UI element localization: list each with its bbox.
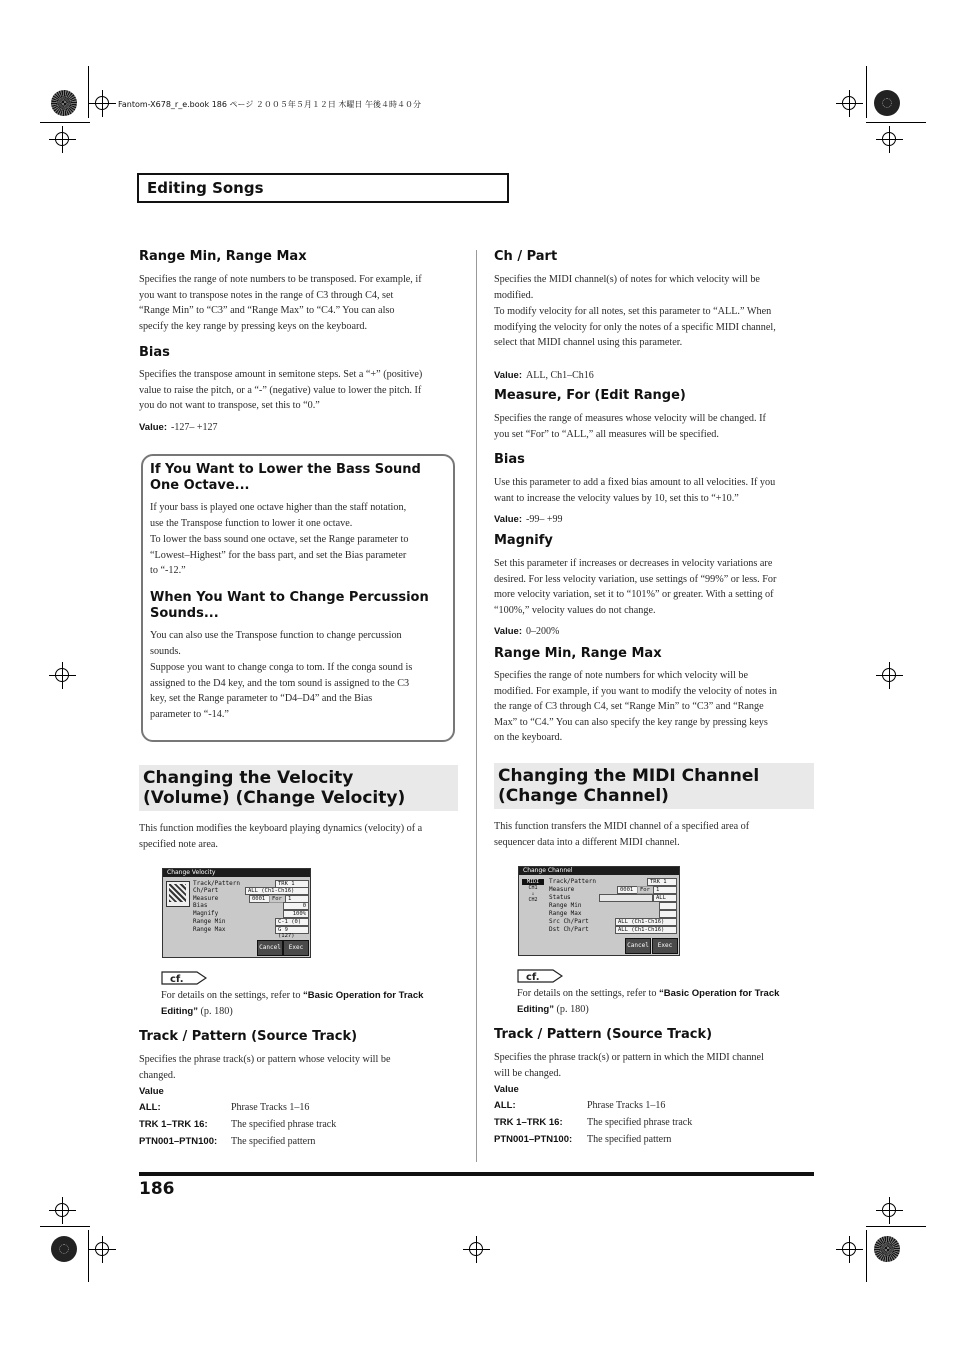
crosshair-icon [55, 132, 69, 146]
registration-target-icon [51, 1236, 77, 1262]
chapter-title: Editing Songs [147, 179, 264, 197]
row-bias: Bias [193, 902, 208, 909]
bias-right-value-line: Value: -99– +99 [494, 514, 563, 525]
crop-mark [88, 1230, 89, 1282]
registration-sunburst-icon [874, 1236, 900, 1262]
heading-track-pattern-right: Track / Pattern (Source Track) [494, 1027, 713, 1042]
value-list [494, 1100, 814, 1151]
crosshair-icon [95, 1242, 109, 1256]
cf-reference-text: For details on the settings, refer to “Basic Operation for Track Editing” (p. 180) [517, 988, 780, 1015]
page-number: 186 [139, 1179, 175, 1199]
tip1-heading: If You Want to Lower the Bass Sound One Octave... [150, 462, 421, 493]
range-max-field[interactable] [659, 910, 677, 918]
track-field[interactable]: TRK 1 [647, 878, 677, 886]
crop-mark [866, 66, 867, 118]
paragraph-ch-part: Specifies the MIDI channel(s) of notes for which velocity will be modified. To modify velocity for all notes, set this parameter to “ALL.” When modifying the velocity for only the notes of a specific MIDI channel, select that MIDI channel using this parameter. [494, 274, 776, 349]
bias-value-line: Value: -127– +127 [139, 422, 218, 433]
cf-reference-text: For details on the settings, refer to “Basic Operation for Track Editing” (p. 180) [161, 990, 424, 1017]
crop-mark [866, 1230, 867, 1282]
row-range-min: Range Min [549, 902, 582, 909]
cancel-button[interactable]: Cancel [257, 940, 283, 956]
for-label: For [637, 886, 657, 894]
row-measure: Measure [549, 886, 575, 893]
heading-ch-part: Ch / Part [494, 249, 558, 264]
section-heading-change-velocity: Changing the Velocity (Volume) (Change Velocity) [143, 768, 406, 808]
exec-button[interactable]: Exec [652, 938, 678, 954]
heading-bias-right: Bias [494, 452, 525, 467]
value-list [139, 1102, 459, 1153]
value-row: PTN001–PTN100: The specified pattern [494, 1134, 672, 1145]
paragraph-change-velocity: This function modifies the keyboard playing dynamics (velocity) of a specified note area. [139, 823, 423, 850]
change-channel-screen [518, 866, 680, 956]
crop-mark [866, 122, 926, 123]
for-label: For [269, 895, 287, 903]
value-label: Value [139, 1086, 164, 1097]
crop-mark [88, 66, 89, 118]
crosshair-icon [469, 1242, 483, 1256]
row-measure: Measure [193, 895, 219, 902]
track-field[interactable]: TRK 1 [275, 880, 309, 888]
registration-sunburst-icon [51, 90, 77, 116]
crop-mark [866, 1226, 926, 1227]
status-spacer [599, 894, 653, 902]
crosshair-icon [842, 1242, 856, 1256]
crosshair-icon [842, 96, 856, 110]
paragraph-track-pattern-right: Specifies the phrase track(s) or pattern in which the MIDI channel will be changed. [494, 1052, 764, 1079]
print-header: Fantom-X678_r_e.book 186 ページ ２００５年５月１２日 木曜日 午後４時４０分 [118, 100, 421, 109]
section-heading-box [494, 763, 814, 809]
footer-rule [139, 1172, 814, 1176]
row-src-ch-part: Src Ch/Part [549, 918, 589, 925]
paragraph-measure-for: Specifies the range of measures whose velocity will be changed. If you set “For” to “ALL,” all measures will be specified. [494, 413, 766, 440]
ch-part-field[interactable]: ALL (Ch1-Ch16) [245, 887, 309, 895]
row-track-pattern: Track/Pattern [549, 878, 596, 885]
value-row: ALL: Phrase Tracks 1–16 [139, 1102, 310, 1113]
cf-reference-icon [517, 969, 563, 983]
row-range-max: Range Max [193, 926, 226, 933]
crosshair-icon [882, 132, 896, 146]
value-label: Value [494, 1084, 519, 1095]
row-status: Status [549, 894, 571, 901]
paragraph-change-channel: This function transfers the MIDI channel of a specified area of sequencer data into a different MIDI channel. [494, 821, 750, 848]
svg-text:cf.: cf. [170, 974, 184, 985]
crop-mark [40, 1226, 90, 1227]
row-range-min: Range Min [193, 918, 226, 925]
paragraph-bias-right: Use this parameter to add a fixed bias amount to all velocities. If you want to increase the velocity values by 10, set this to “+10.” [494, 477, 776, 504]
dst-ch-part-field[interactable]: ALL (Ch1-Ch16) [615, 926, 677, 934]
cf-reference-icon [161, 971, 207, 985]
magnify-value-line: Value: 0–200% [494, 626, 560, 637]
range-min-field[interactable] [659, 902, 677, 910]
paragraph-track-pattern: Specifies the phrase track(s) or pattern whose velocity will be changed. [139, 1054, 391, 1081]
src-ch-part-field[interactable]: ALL (Ch1-Ch16) [615, 918, 677, 926]
heading-range-min-max-right: Range Min, Range Max [494, 646, 662, 661]
tip2-heading: When You Want to Change Percussion Sounds... [150, 590, 429, 621]
paragraph-magnify: Set this parameter if increases or decreases in velocity variations are desired. For less velocity variation, use settings of “99%” or less. For more velocity variation, set it to “101%” or greater. With a setting of “100%,” velocity values do not change. [494, 558, 777, 616]
column-divider [476, 250, 477, 1162]
heading-bias: Bias [139, 345, 170, 360]
heading-magnify: Magnify [494, 533, 553, 548]
tip2-text: You can also use the Transpose function to change percussion sounds. Suppose you want to change conga to tom. If the conga sound is assigned to the D4 key, and the tom sound is assigned to the C3 key, set the Range parameter to “D4–D4” and the Bias parameter to “-14.” [150, 630, 413, 720]
paragraph-range-right: Specifies the range of note numbers for which velocity will be modified. For example, if you want to modify the velocity of notes in the range of C3 through C4, set “Range Min” to “C3” and “Range Max” to “C4.” You can also specify the key range by pressing keys on the keyboard. [494, 670, 777, 744]
range-min-field[interactable]: C-1 (0) [275, 918, 309, 926]
section-heading-change-channel: Changing the MIDI Channel (Change Channel) [498, 766, 760, 806]
crosshair-icon [55, 668, 69, 682]
cancel-button[interactable]: Cancel [625, 938, 651, 954]
for-field[interactable]: 1 [653, 886, 677, 894]
heading-track-pattern: Track / Pattern (Source Track) [139, 1029, 358, 1044]
crosshair-icon [882, 1203, 896, 1217]
crosshair-icon [882, 668, 896, 682]
ch-value-line: Value: ALL, Ch1–Ch16 [494, 370, 594, 381]
keyboard-icon [166, 881, 190, 907]
measure-field[interactable]: 0001 [617, 886, 641, 894]
row-magnify: Magnify [193, 910, 219, 917]
screen-title: Change Velocity [163, 869, 310, 877]
value-row: TRK 1–TRK 16: The specified phrase track [494, 1117, 693, 1128]
crosshair-icon [95, 96, 109, 110]
measure-field[interactable]: 0001 [249, 895, 273, 903]
bias-field[interactable]: 0 [283, 902, 309, 910]
chapter-header-box [137, 173, 509, 203]
change-velocity-screen [162, 868, 311, 958]
screen-title: Change Channel [519, 867, 679, 875]
midi-icon: MIDI CH1 ⇓ CH2 [522, 879, 544, 909]
status-field[interactable]: ALL [653, 894, 677, 902]
range-max-field[interactable]: G 9 (127) [275, 926, 309, 934]
heading-range-min-max: Range Min, Range Max [139, 249, 307, 264]
for-field[interactable]: 1 [285, 895, 309, 903]
tip1-text: If your bass is played one octave higher than the staff notation, use the Transpose function to lower it one octave. To lower the bass sound one octave, set the Range parameter to “Lowest–Highest” for the bass part, and set the Bias parameter to “-12.” [150, 502, 409, 577]
row-track-pattern: Track/Pattern [193, 880, 240, 887]
value-row: TRK 1–TRK 16: The specified phrase track [139, 1119, 337, 1130]
row-range-max: Range Max [549, 910, 582, 917]
exec-button[interactable]: Exec [283, 940, 309, 956]
svg-text:cf.: cf. [526, 972, 540, 983]
section-heading-box [139, 765, 458, 811]
row-ch-part: Ch/Part [193, 887, 219, 894]
paragraph-range: Specifies the range of note numbers to be transposed. For example, if you want to transpose notes in the range of C3 through C4, set “Range Min” to “C3” and “Range Max” to “C4.” You can also specify the key range by pressing keys on the keyboard. [139, 274, 422, 332]
magnify-field[interactable]: 100% [283, 910, 309, 918]
value-row: PTN001–PTN100: The specified pattern [139, 1136, 316, 1147]
row-dst-ch-part: Dst Ch/Part [549, 926, 589, 933]
value-row: ALL: Phrase Tracks 1–16 [494, 1100, 666, 1111]
registration-target-icon [874, 90, 900, 116]
paragraph-bias: Specifies the transpose amount in semitone steps. Set a “+” (positive) value to raise the pitch, or a “-” (negative) value to lower the pitch. If you do not want to transpose, set this to “0.” [139, 369, 423, 412]
heading-measure-for: Measure, For (Edit Range) [494, 388, 686, 403]
crosshair-icon [55, 1203, 69, 1217]
crop-mark [40, 122, 90, 123]
